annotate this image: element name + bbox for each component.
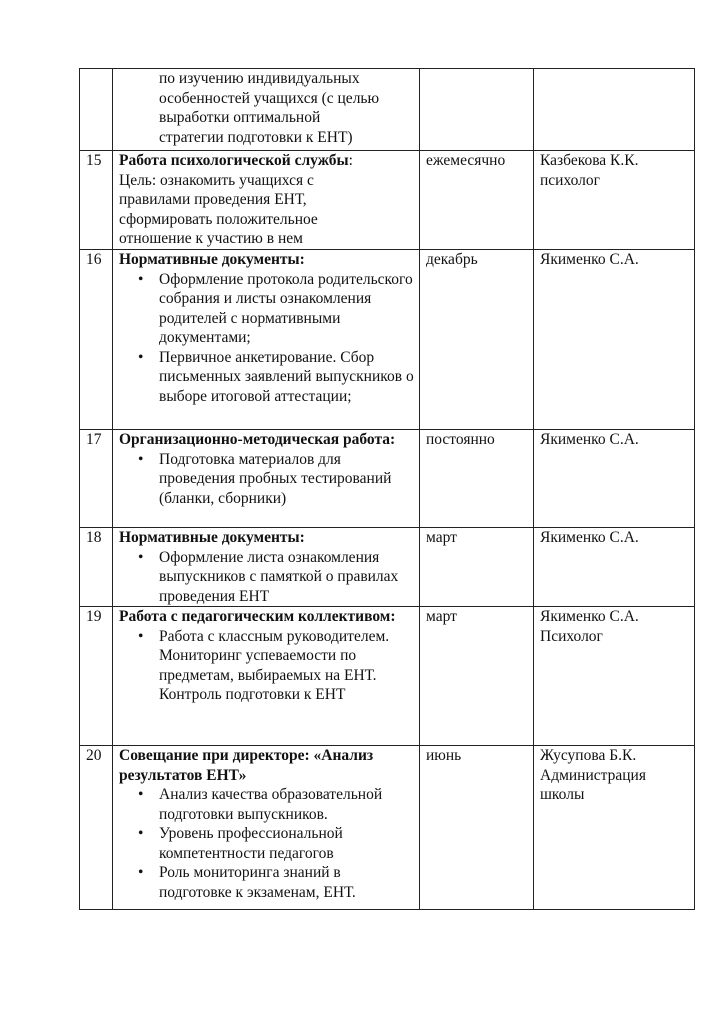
- list-item: • Подготовка материалов для проведения пробных тестирований (бланки, сборники): [119, 450, 414, 509]
- row-number: 19: [80, 607, 113, 746]
- table-row: [80, 69, 695, 151]
- activity-cell: [113, 528, 420, 607]
- list-item: • Уровень профессиональной компетентности педагогов: [119, 824, 414, 863]
- responsible-cell: Жусупова Б.К. Администрация школы: [534, 746, 695, 910]
- activity-title: Работа психологической службы: [119, 152, 349, 169]
- list-item: • Первичное анкетирование. Сбор письменных заявлений выпускников о выборе итоговой аттестации;: [119, 348, 414, 407]
- responsible-cell: Якименко С.А. Психолог: [534, 607, 695, 746]
- responsible-cell: Якименко С.А.: [534, 250, 695, 430]
- row-number: 15: [80, 151, 113, 250]
- term-cell: постоянно: [420, 430, 534, 528]
- table-row: [80, 746, 695, 910]
- term-cell: март: [420, 607, 534, 746]
- responsible-cell: Казбекова К.К. психолог: [534, 151, 695, 250]
- bullet-list: [119, 785, 414, 902]
- table-row: [80, 430, 695, 528]
- list-item: • Оформление листа ознакомления выпускников с памяткой о правилах проведения ЕНТ: [119, 548, 414, 607]
- activity-title: Нормативные документы:: [119, 529, 305, 546]
- table-row: [80, 250, 695, 430]
- row-number: [80, 69, 113, 151]
- activity-text: Цель: ознакомить учащихся с: [119, 171, 314, 189]
- activity-cell: [113, 607, 420, 746]
- activity-text: правилами проведения ЕНТ,: [119, 191, 307, 208]
- bullet-list: [119, 548, 414, 607]
- row-number: 18: [80, 528, 113, 607]
- bullet-list: [119, 270, 414, 407]
- list-item: • Оформление протокола родительского собрания и листы ознакомления родителей с нормативными документами;: [119, 270, 414, 348]
- activity-cell: [113, 430, 420, 528]
- activity-title: Работа с педагогическим коллективом:: [119, 608, 396, 625]
- bullet-list: [119, 627, 414, 705]
- table-row: [80, 528, 695, 607]
- activity-cell: [113, 69, 420, 151]
- responsible-cell: [534, 69, 695, 151]
- responsible-cell: Якименко С.А.: [534, 430, 695, 528]
- activity-text: сформировать положительное: [119, 210, 318, 228]
- table-row: [80, 607, 695, 746]
- activity-cell: Работа психологической службы: Цель: ознакомить учащихся с правилами проведения ЕНТ, сформировать положительное отношение к участию в нем: [113, 151, 420, 250]
- term-cell: июнь: [420, 746, 534, 910]
- term-cell: март: [420, 528, 534, 607]
- list-item: • Роль мониторинга знаний в подготовке к экзаменам, ЕНТ.: [119, 863, 414, 902]
- row-number: 17: [80, 430, 113, 528]
- activity-title: Нормативные документы:: [119, 251, 305, 268]
- term-cell: декабрь: [420, 250, 534, 430]
- activity-title: Организационно-методическая работа:: [119, 431, 396, 448]
- activity-text: отношение к участию в нем: [119, 230, 303, 247]
- list-item: • Анализ качества образовательной подготовки выпускников.: [119, 785, 414, 824]
- activity-cell: [113, 746, 420, 910]
- bullet-list: [119, 450, 414, 509]
- activity-text: по изучению индивидуальных особенностей учащихся (с целью выработки оптимальной стратегии подготовки к ЕНТ): [159, 70, 380, 146]
- list-item: • Работа с классным руководителем. Мониторинг успеваемости по предметам, выбираемых на ЕНТ. Контроль подготовки к ЕНТ: [119, 627, 414, 705]
- responsible-cell: Якименко С.А.: [534, 528, 695, 607]
- term-cell: ежемесячно: [420, 151, 534, 250]
- row-number: 20: [80, 746, 113, 910]
- activity-title: Совещание при директоре: «Анализ результатов ЕНТ»: [119, 747, 374, 784]
- row-number: 16: [80, 250, 113, 430]
- term-cell: [420, 69, 534, 151]
- activity-cell: [113, 250, 420, 430]
- plan-table: [79, 68, 695, 910]
- table-row: [80, 151, 695, 250]
